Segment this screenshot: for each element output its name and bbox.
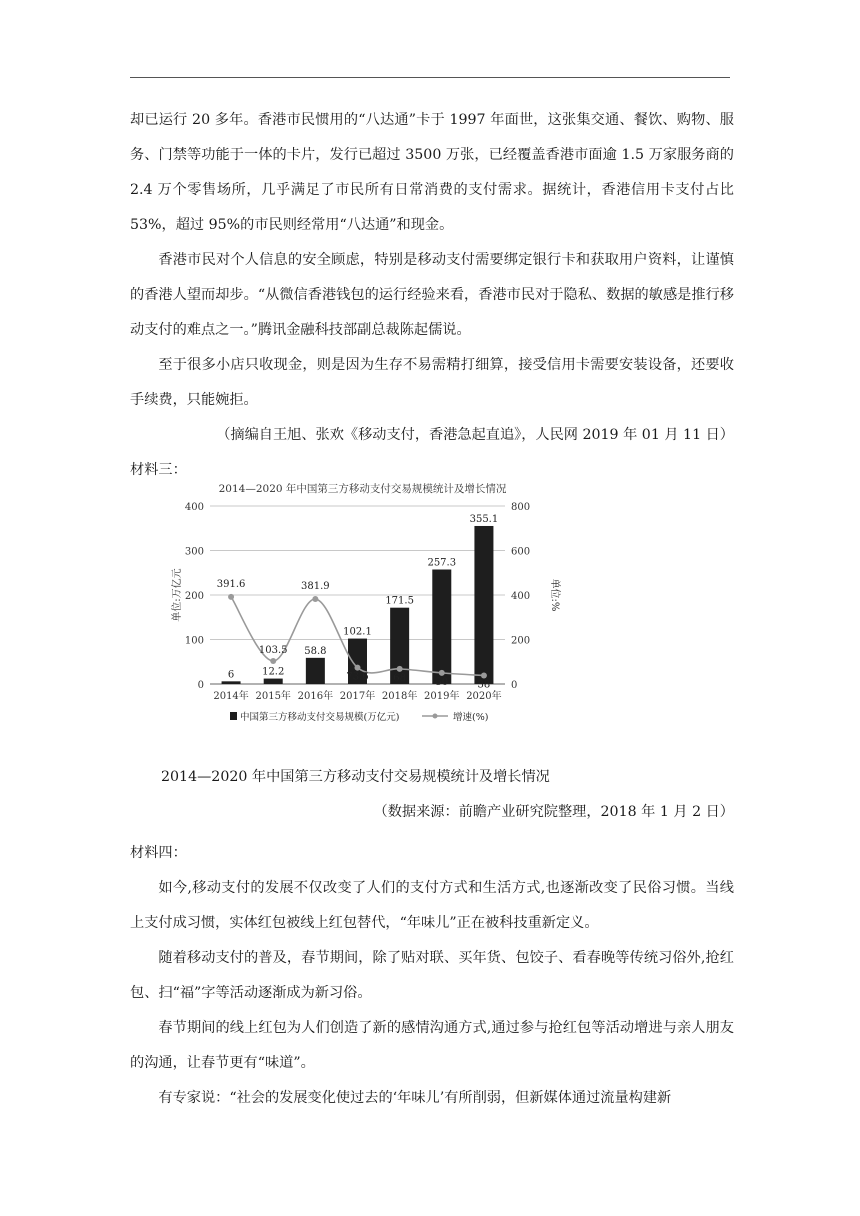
payment-chart [160,472,570,740]
bar [474,526,493,684]
growth-point [397,666,403,672]
growth-value-label: 73.6 [346,671,369,683]
material4-paragraph-4: 有专家说：“社会的发展变化使过去的‘年味儿’有所削弱，但新媒体通过流量构建新 [158,1090,672,1106]
growth-value-label: 50 [435,676,449,688]
bar-value-label: 6 [227,669,235,681]
material2-source: （摘编自王旭、张欢《移动支付，香港急起直追》，人民网 2019 年 01 月 11 日） [216,427,734,443]
growth-point [228,594,234,600]
growth-point [312,596,318,602]
y-tick-label: 200 [184,591,204,602]
material2-text [130,103,734,488]
growth-value-label: 103.5 [258,644,288,656]
material4-paragraph-2: 随着移动支付的普及，春节期间，除了贴对联、买年货、包饺子、看春晚等传统习俗外,抢红包、扫“福”字等活动逐渐成为新习俗。 [130,950,734,1001]
y2-tick-label: 200 [511,635,531,647]
bar-value-label: 171.5 [385,595,414,607]
y2-tick-label: 400 [511,591,531,602]
growth-point [439,670,445,676]
material4-label: 材料四： [130,845,187,861]
chart-caption: 2014—2020 年中国第三方移动支付交易规模统计及增长情况 [161,769,550,785]
chart-title: 2014—2020 年中国第三方移动支付交易规模统计及增长情况 [218,483,507,495]
x-tick-label: 2018年 [381,691,418,702]
growth-value-label: 381.9 [301,581,330,593]
legend-bar-label: 中国第三方移动支付交易规模(万亿元) [240,712,400,723]
y-tick-label: 100 [184,635,204,647]
legend-line-label: 增速(%) [453,712,489,723]
chart-source: （数据来源：前瞻产业研究院整理，2018 年 1 月 2 日） [373,804,734,820]
y2-tick-label: 0 [511,680,518,691]
bar [222,681,241,684]
growth-value-label: 68 [393,672,407,684]
material2-paragraph-3: 至于很多小店只收现金，则是因为生存不易需精打细算，接受信用卡需要安装设备，还要收手续费，只能婉拒。 [130,357,734,408]
growth-value-label: 38 [477,679,491,691]
bar-value-label: 58.8 [304,645,327,657]
x-tick-label: 2015年 [255,691,291,702]
material3-label: 材料三： [130,462,187,478]
bar-value-label: 102.1 [343,626,372,638]
bar-value-label: 257.3 [427,557,457,569]
bar [432,570,451,684]
y2-tick-label: 600 [511,546,531,558]
x-tick-label: 2020年 [466,691,502,702]
x-tick-label: 2014年 [213,691,249,702]
x-tick-label: 2017年 [339,691,376,702]
growth-point [481,673,487,679]
bar [306,658,325,684]
material2-paragraph-2: 香港市民对个人信息的安全顾虑，特别是移动支付需要绑定银行卡和获取用户资料，让谨慎的香港人望而却步。“从微信香港钱包的运行经验来看，香港市民对于隐私、数据的敏感是推行移动支付的难点之一。”腾讯金融科技部副总裁陈起儒说。 [130,252,734,338]
bar-value-label: 12.2 [262,666,285,678]
y-axis-label: 单位:万亿元 [172,568,183,622]
growth-point [270,658,276,664]
y-tick-label: 300 [184,546,204,558]
payment-chart-svg [160,472,570,740]
y2-tick-label: 800 [511,502,531,513]
material4-paragraph-3: 春节期间的线上红包为人们创造了新的感情沟通方式,通过参与抢红包等活动增进与亲人朋友的沟通，让春节更有“味道”。 [130,1020,734,1071]
material2-paragraph-1: 却已运行 20 多年。香港市民惯用的“八达通”卡于 1997 年面世，这张集交通、餐饮、购物、服务、门禁等功能于一体的卡片，发行已超过 3500 万张，已经覆盖香港市面逾 1.5 万家服务商的 2.4 万个零售场所，几乎满足了市民所有日常消费的支付需求。据统计，香港信用卡支付占比 53%，超过 95%的市民则经常用“八达通”和现金。 [130,112,734,233]
material4-paragraph-1: 如今,移动支付的发展不仅改变了人们的支付方式和生活方式,也逐渐改变了民俗习惯。当线上支付成习惯，实体红包被线上红包替代，“年味儿”正在被科技重新定义。 [130,880,734,931]
y2-axis-label: 单位:% [549,578,560,612]
header-rule [130,77,730,78]
growth-point [355,665,361,671]
legend-line-marker [433,714,438,719]
legend-bar-swatch [230,712,237,720]
y-tick-label: 400 [184,502,204,513]
y-tick-label: 0 [197,680,204,691]
material4-text [130,836,734,1116]
bar [264,679,283,684]
x-tick-label: 2016年 [297,691,334,702]
bar-value-label: 355.1 [469,513,499,525]
growth-value-label: 391.6 [216,578,246,590]
x-tick-label: 2019年 [424,691,460,702]
